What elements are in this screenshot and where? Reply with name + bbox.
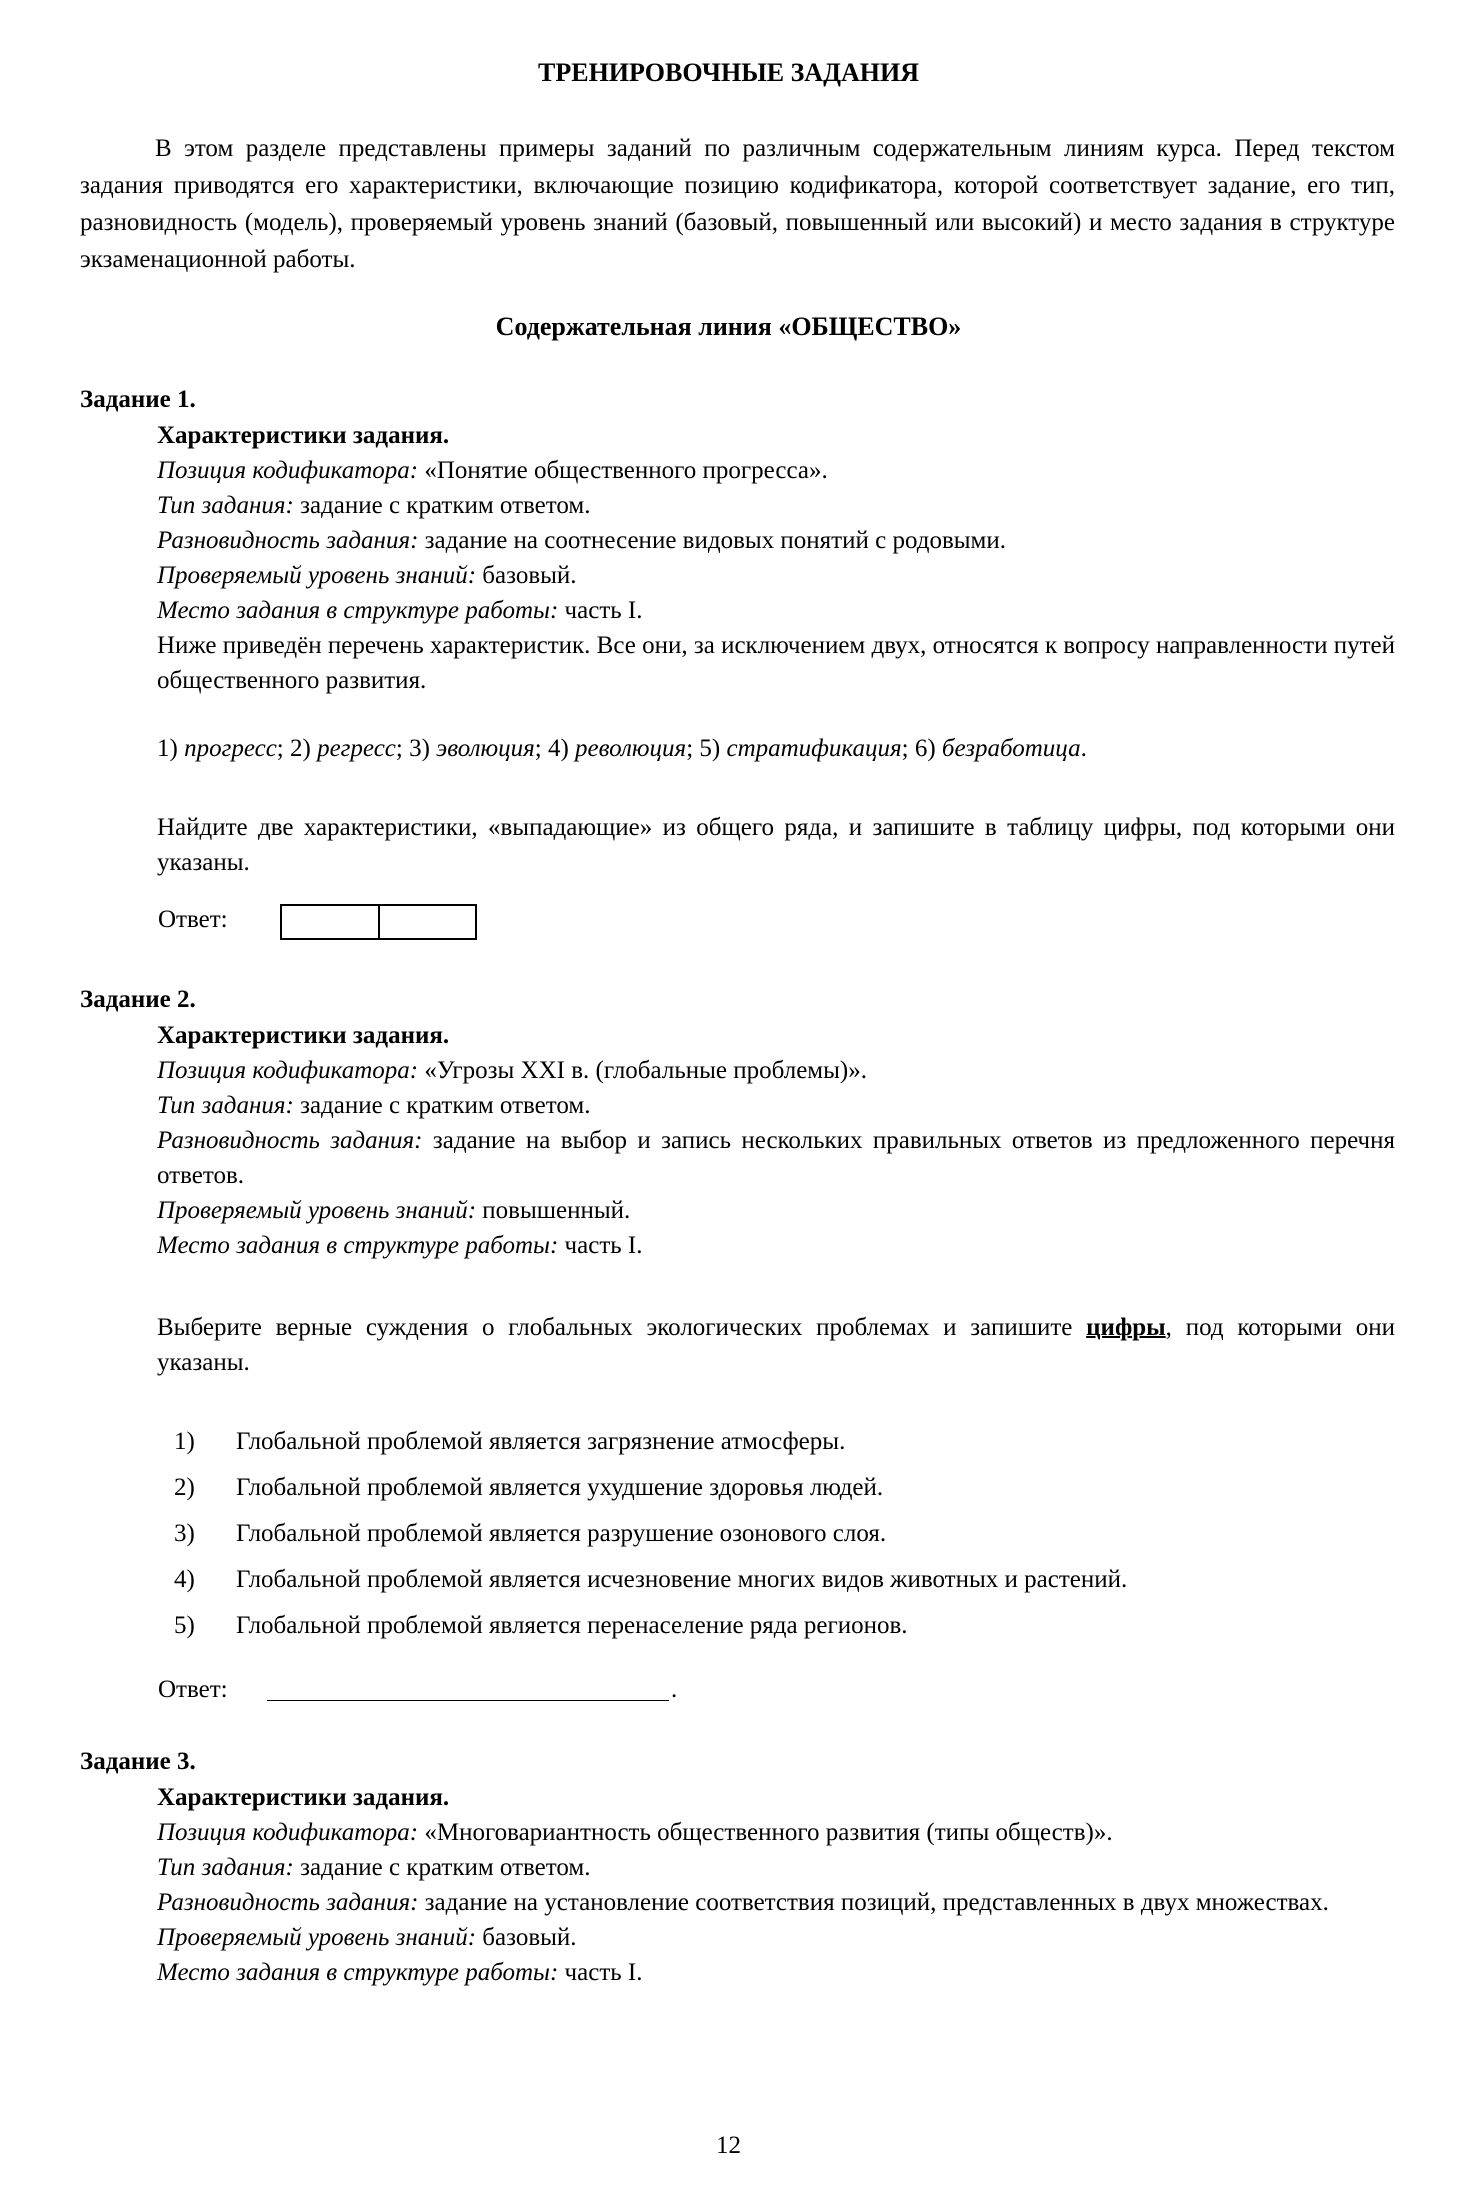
term-item bbox=[290, 735, 409, 762]
level-value: базовый. bbox=[482, 562, 577, 589]
task-2-answer-label: Ответ: bbox=[158, 1676, 228, 1703]
variety-row bbox=[157, 1123, 1395, 1193]
level-row bbox=[157, 558, 1395, 593]
term-text: эволюция bbox=[436, 735, 535, 762]
characteristics-title: Характеристики задания. bbox=[157, 1022, 450, 1049]
place-label: Место задания в структуре работы: bbox=[157, 1959, 559, 1986]
variety-value: задание на выбор и запись нескольких правильных ответов из предложенного перечня ответов. bbox=[157, 1127, 1396, 1189]
level-row bbox=[157, 1920, 1395, 1955]
term-separator: . bbox=[1080, 735, 1087, 762]
codifier-value: «Многовариантность общественного развития (типы обществ)». bbox=[424, 1819, 1113, 1846]
codifier-row bbox=[157, 453, 1395, 488]
term-number: 5) bbox=[699, 735, 721, 762]
term-separator: ; bbox=[901, 735, 909, 762]
codifier-row bbox=[157, 1815, 1395, 1850]
term-number: 4) bbox=[547, 735, 569, 762]
term-item bbox=[409, 735, 548, 762]
term-number: 1) bbox=[157, 735, 178, 762]
variety-label: Разновидность задания: bbox=[157, 1127, 423, 1154]
type-row bbox=[157, 1088, 1395, 1123]
codifier-row bbox=[157, 1053, 1395, 1088]
place-value: часть I. bbox=[564, 1232, 643, 1259]
term-text: стратификация bbox=[726, 735, 902, 762]
variety-row bbox=[157, 1885, 1395, 1920]
task-1-term-list bbox=[157, 735, 1087, 763]
task-1-heading: Задание 1. bbox=[80, 386, 196, 413]
term-number: 2) bbox=[290, 735, 311, 762]
option-text: Глобальной проблемой является разрушение озонового слоя. bbox=[236, 1520, 887, 1547]
term-text: прогресс bbox=[184, 735, 277, 762]
task-2-heading: Задание 2. bbox=[80, 986, 196, 1013]
variety-label: Разновидность задания: bbox=[157, 527, 419, 554]
characteristics-title: Характеристики задания. bbox=[157, 422, 450, 449]
level-row bbox=[157, 1193, 1395, 1228]
variety-row bbox=[157, 523, 1395, 558]
type-label: Тип задания: bbox=[157, 1854, 294, 1881]
codifier-value: «Угрозы XXI в. (глобальные проблемы)». bbox=[424, 1057, 867, 1084]
term-separator: ; bbox=[534, 735, 542, 762]
term-item bbox=[699, 735, 914, 762]
variety-value: задание на соотнесение видовых понятий с родовыми. bbox=[424, 527, 1007, 554]
term-text: регресс bbox=[317, 735, 396, 762]
answer-cell-1[interactable] bbox=[282, 906, 378, 938]
term-item bbox=[548, 735, 699, 762]
answer-cell-2[interactable] bbox=[378, 906, 476, 938]
term-separator: ; bbox=[686, 735, 694, 762]
term-separator: ; bbox=[276, 735, 284, 762]
task-2-instruction bbox=[157, 1310, 1395, 1380]
task-3-characteristics bbox=[157, 1780, 1395, 1990]
place-value: часть I. bbox=[564, 1959, 643, 1986]
place-row bbox=[157, 1955, 1395, 1990]
term-item bbox=[157, 735, 290, 762]
task-2-answer-field[interactable] bbox=[267, 1676, 669, 1701]
option-number: 4) bbox=[174, 1566, 195, 1593]
type-row bbox=[157, 1850, 1395, 1885]
term-separator: ; bbox=[395, 735, 403, 762]
place-label: Место задания в структуре работы: bbox=[157, 1232, 559, 1259]
type-label: Тип задания: bbox=[157, 492, 294, 519]
option-number: 3) bbox=[174, 1520, 195, 1547]
level-label: Проверяемый уровень знаний: bbox=[157, 1924, 477, 1951]
option-number: 5) bbox=[174, 1612, 195, 1639]
codifier-label: Позиция кодификатора: bbox=[157, 457, 419, 484]
option-text: Глобальной проблемой является загрязнение атмосферы. bbox=[236, 1428, 846, 1455]
term-item bbox=[915, 735, 1087, 762]
place-value: часть I. bbox=[564, 597, 643, 624]
task-1-answer-label: Ответ: bbox=[158, 906, 228, 933]
intro-paragraph bbox=[80, 130, 1395, 278]
place-label: Место задания в структуре работы: bbox=[157, 597, 559, 624]
variety-label: Разновидность задания: bbox=[157, 1889, 419, 1916]
option-text: Глобальной проблемой является перенаселение ряда регионов. bbox=[236, 1612, 908, 1639]
option-text: Глобальной проблемой является исчезновение многих видов животных и растений. bbox=[236, 1566, 1128, 1593]
task-3-heading: Задание 3. bbox=[80, 1748, 196, 1775]
variety-value: задание на установление соответствия позиций, представленных в двух множествах. bbox=[424, 1889, 1329, 1916]
instruction-text-end: , под которыми они указаны. bbox=[157, 1314, 1395, 1376]
option-text: Глобальной проблемой является ухудшение здоровья людей. bbox=[236, 1474, 884, 1501]
type-row bbox=[157, 488, 1395, 523]
codifier-label: Позиция кодификатора: bbox=[157, 1819, 419, 1846]
codifier-label: Позиция кодификатора: bbox=[157, 1057, 419, 1084]
type-value: задание с кратким ответом. bbox=[300, 492, 591, 519]
page-title: ТРЕНИРОВОЧНЫЕ ЗАДАНИЯ bbox=[538, 58, 919, 87]
codifier-value: «Понятие общественного прогресса». bbox=[424, 457, 828, 484]
intro-text: В этом разделе представлены примеры заданий по различным содержательным линиям курса. Перед текстом задания приводятся его характеристики, включающие позицию кодификатора, которой соответствует задание, его тип, разновидность (модель), проверяемый уровень знаний (базовый, повышенный или высокий) и место задания в структуре экзаменационной работы. bbox=[80, 135, 1395, 273]
task-2-characteristics bbox=[157, 1018, 1395, 1263]
option-number: 2) bbox=[174, 1474, 195, 1501]
task-1-prompt: Ниже приведён перечень характеристик. Все они, за исключением двух, относятся к вопросу направленности путей общественного развития. bbox=[157, 632, 1395, 694]
term-text: безработица bbox=[941, 735, 1081, 762]
task-1-answer-table bbox=[280, 904, 477, 940]
task-1-characteristics bbox=[157, 418, 1395, 698]
level-label: Проверяемый уровень знаний: bbox=[157, 562, 477, 589]
type-label: Тип задания: bbox=[157, 1092, 294, 1119]
level-value: базовый. bbox=[482, 1924, 577, 1951]
instruction-emphasis: цифры bbox=[1086, 1314, 1166, 1341]
section-subheading: Содержательная линия «ОБЩЕСТВО» bbox=[495, 312, 962, 341]
type-value: задание с кратким ответом. bbox=[300, 1092, 591, 1119]
instruction-text: Выберите верные суждения о глобальных экологических проблемах и запишите bbox=[157, 1314, 1087, 1341]
term-number: 3) bbox=[409, 735, 430, 762]
characteristics-title: Характеристики задания. bbox=[157, 1784, 450, 1811]
term-number: 6) bbox=[914, 735, 936, 762]
place-row bbox=[157, 593, 1395, 628]
place-row bbox=[157, 1228, 1395, 1263]
term-text: революция bbox=[575, 735, 687, 762]
level-label: Проверяемый уровень знаний: bbox=[157, 1197, 477, 1224]
option-number: 1) bbox=[174, 1428, 195, 1455]
type-value: задание с кратким ответом. bbox=[300, 1854, 591, 1881]
answer-period: . bbox=[671, 1676, 678, 1703]
page-number: 12 bbox=[716, 2132, 741, 2159]
level-value: повышенный. bbox=[482, 1197, 631, 1224]
task-1-instruction: Найдите две характеристики, «выпадающие» из общего ряда, и запишите в таблицу цифры, под которыми они указаны. bbox=[157, 814, 1395, 876]
